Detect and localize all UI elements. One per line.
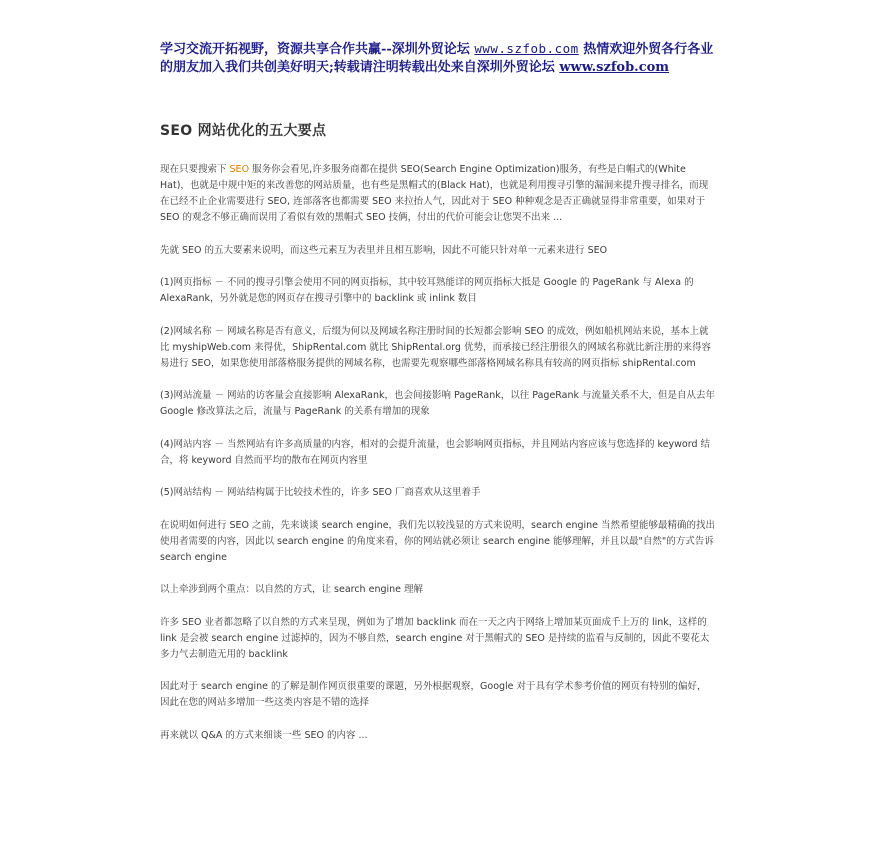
paragraph-traffic: (3)网站流量 － 网站的访客量会直接影响 AlexaRank，也会间接影响 PageRank，以往 PageRank 与流量关系不大，但是自从去年 Google 修改算法之后，流量与 PageRank 的关系有增加的现象 [160,390,716,417]
banner-text-2: 热情欢迎外贸各行各业的朋友加入我们共创美好明天;转载请注明转载出处来自深圳外贸论坛 [160,42,714,75]
paragraph-intro [160,162,716,226]
intro-text-rest: 服务你会看见,许多服务商都在提供 SEO(Search Engine Optimization)服务，有些是白帽式的(White Hat)，也就是中规中矩的来改善您的网站质量，也有些是黑帽式的(Black Hat)，也就是利用搜寻引擎的漏洞来提升搜寻排名，而现在已经不止企业需要进行 SEO, 连部落客也都需要 SEO 来拉抬人气，因此对于 SEO 种种观念是否正确就显得非常重要，如果对于 SEO 的观念不够正确而误用了看似有效的黑帽式 SEO 技俩，付出的代价可能会让您哭不出来 ... [160,164,709,223]
paragraph-two-points: 以上牵涉到两个重点：以自然的方式，让 search engine 理解 [160,584,424,595]
paragraph-five-elements: 先就 SEO 的五大要素来说明，而这些元素互为表里并且相互影响，因此不可能只针对单一元素来进行 SEO [160,244,608,256]
seo-highlight-link[interactable]: SEO [229,164,250,175]
paragraph-google-preference: 因此对于 search engine 的了解是制作网页很重要的课题，另外根据观察，Google 对于具有学术参考价值的网页有特别的偏好，因此在您的网站多增加一些这类内容是不错的选择 [160,681,707,708]
paragraph-search-engine: 在说明如何进行 SEO 之前，先来谈谈 search engine，我们先以较浅显的方式来说明，search engine 当然希望能够最精确的找出使用者需要的内容，因此以 search engine 的角度来看，你的网站就必须让 search engine 能够理解，并且以最"自然"的方式告诉 search engine [160,519,716,563]
paragraph-content: (4)网站内容 － 当然网站有许多高质量的内容，相对的会提升流量，也会影响网页指标，并且网站内容应该与您选择的 keyword 结合，将 keyword 自然而平均的散布在网页内容里 [160,438,711,466]
article-body [160,162,716,760]
paragraph-qa: 再来就以 Q&A 的方式来细谈一些 SEO 的内容 ... [160,729,368,741]
paragraph-structure: (5)网站结构 － 网站结构属于比较技术性的，许多 SEO 厂商喜欢从这里着手 [160,487,481,498]
intro-text-start: 现在只要搜索下 [160,164,230,175]
forum-banner [160,40,720,77]
banner-text-1: 学习交流开拓视野，资源共享合作共赢--深圳外贸论坛 [160,42,475,57]
forum-link-2[interactable]: www.szfob.com [559,60,670,75]
paragraph-backlink: 许多 SEO 业者都忽略了以自然的方式来呈现，例如为了增加 backlink 而在一天之内于网络上增加某页面成千上万的 link，这样的 link 是会被 search engine 过滤掉的，因为不够自然，search engine 对于黑帽式的 SEO 是持续的监看与反制的，因此不要花太多力气去制造无用的 backlink [160,616,710,660]
paragraph-domain-name: (2)网域名称 － 网域名称是否有意义，后缀为何以及网域名称注册时间的长短都会影响 SEO 的成效，例如船机网站来说，基本上就比 myshipWeb.com 来得优，ShipRental.com 就比 ShipRental.org 优势，而承接已经注册很久的网域名称就比新注册的来得容易进行 SEO，如果您使用部落格服务提供的网域名称，也需要先观察哪些部落格网域名称具有较高的网页指标 shipRental.com [160,325,711,369]
forum-link-1[interactable]: www.szfob.com [474,41,579,56]
article-title: SEO 网站优化的五大要点 [160,123,327,139]
paragraph-web-index: (1)网页指标 － 不同的搜寻引擎会使用不同的网页指标，其中较耳熟能详的网页指标大抵是 Google 的 PageRank 与 Alexa 的 AlexaRank，另外就是您的网页存在搜寻引擎中的 backlink 或 inlink 数目 [160,277,694,304]
